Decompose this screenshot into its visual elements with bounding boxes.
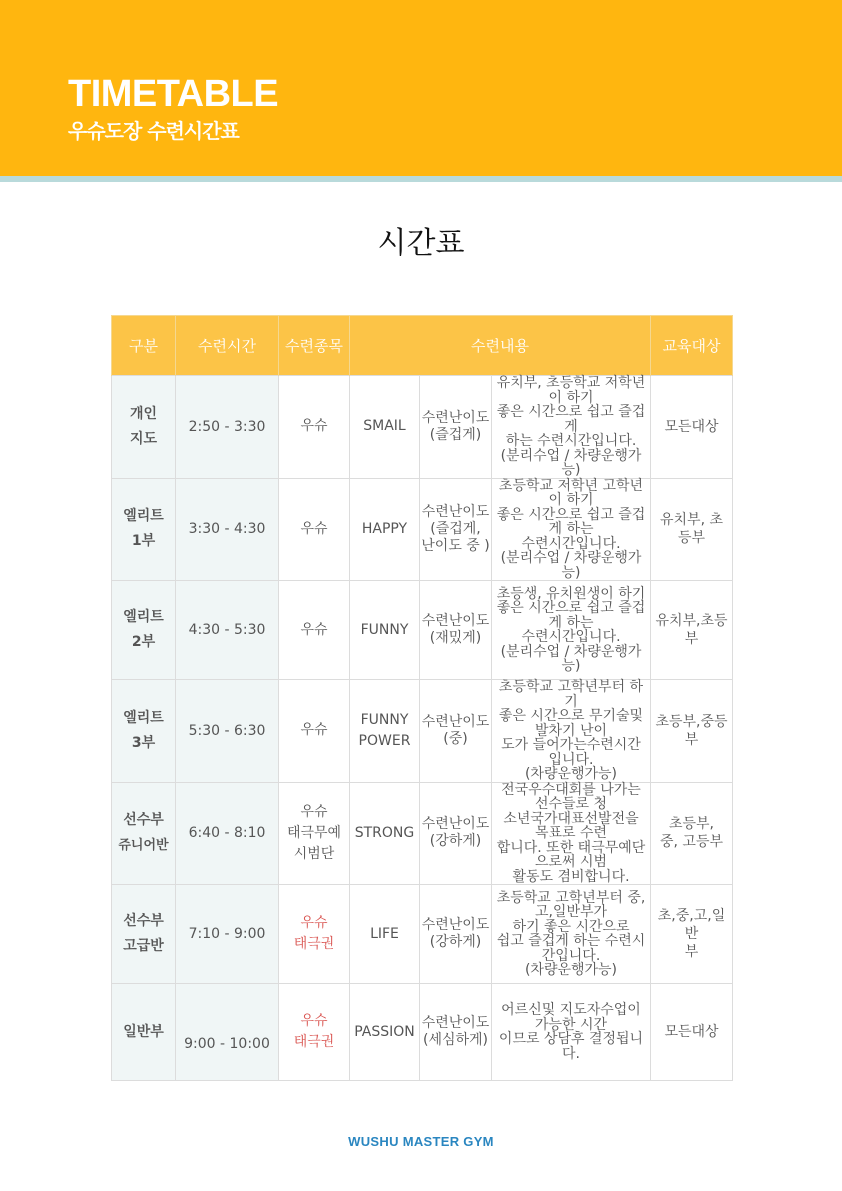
- level-cell-line: (세심하게): [422, 1032, 489, 1048]
- level-cell: [420, 680, 492, 783]
- description-cell: [492, 680, 651, 783]
- time-cell: 4:30 - 5:30: [176, 581, 279, 680]
- description-cell-line: 초등학교 고학년부터 하기: [498, 679, 644, 710]
- type-cell-line: 시범단: [293, 845, 335, 862]
- level-cell-line: (재밌게): [429, 630, 482, 646]
- type-cell: [279, 376, 350, 479]
- category-cell-line: 선수부: [123, 812, 164, 829]
- description-cell-line: 어르신및 지도자수업이 가능한 시간: [501, 1002, 641, 1033]
- theme-cell-line: STRONG: [354, 824, 415, 841]
- theme-cell-line: POWER: [358, 732, 411, 749]
- timetable: [111, 315, 733, 1081]
- theme-cell-line: FUNNY: [360, 621, 409, 638]
- target-cell-line: 부: [684, 944, 699, 960]
- level-cell-line: (즐겁게): [429, 426, 482, 443]
- column-header: 수련내용: [350, 316, 651, 376]
- description-cell-line: (분리수업 / 차량운행가능): [500, 550, 642, 581]
- level-cell-line: 수련난이도: [421, 917, 490, 933]
- brand-title: TIMETABLE: [68, 73, 279, 115]
- time-cell: 2:50 - 3:30: [176, 376, 279, 479]
- level-cell: [420, 984, 492, 1081]
- category-cell-line: 개인: [129, 405, 158, 422]
- table-header-row: [112, 316, 733, 376]
- column-header: 수련시간: [176, 316, 279, 376]
- description-cell-line: 초등생, 유치원생이 하기: [496, 585, 646, 602]
- level-cell: [420, 885, 492, 984]
- theme-cell: [350, 478, 420, 581]
- level-cell-line: 수련난이도: [421, 713, 490, 730]
- level-cell: [420, 478, 492, 581]
- description-cell-line: (분리수업 / 차량운행가능): [500, 447, 642, 478]
- time-cell: 3:30 - 4:30: [176, 478, 279, 581]
- description-cell: [492, 376, 651, 479]
- category-cell-line: 엘리트: [123, 508, 164, 525]
- level-cell-line: 수련난이도: [421, 613, 490, 629]
- description-cell-line: 하기 좋은 시간으로: [512, 918, 630, 935]
- description-cell-line: 소년국가대표선발전을 목표로 수련: [503, 810, 639, 841]
- theme-cell-line: LIFE: [370, 925, 399, 942]
- level-cell: [420, 376, 492, 479]
- level-cell-line: 난이도 중 ): [421, 537, 490, 554]
- theme-cell: [350, 581, 420, 680]
- time-cell: 9:00 - 10:00: [176, 984, 279, 1081]
- type-cell: [279, 782, 350, 885]
- description-cell-line: 좋은 시간으로 쉽고 즐겁게: [496, 404, 646, 435]
- description-cell: [492, 984, 651, 1081]
- target-cell: [651, 376, 733, 479]
- description-cell-line: 도가 들어가는수련시간입니다.: [501, 737, 641, 768]
- table-row: [112, 782, 733, 885]
- theme-cell-line: SMAIL: [363, 418, 406, 435]
- target-cell-line: 모든대상: [664, 418, 719, 435]
- header-stripe: [0, 176, 842, 182]
- target-cell: [651, 581, 733, 680]
- table-row: [112, 478, 733, 581]
- category-cell-line: 엘리트: [123, 709, 164, 726]
- target-cell: [651, 885, 733, 984]
- description-cell: [492, 782, 651, 885]
- category-cell: [112, 376, 176, 479]
- description-cell-line: 좋은 시간으로 무기술및 발차기 난이: [498, 708, 644, 739]
- type-cell-line: 태극권: [293, 1034, 335, 1050]
- type-cell: [279, 885, 350, 984]
- table-row: [112, 376, 733, 479]
- type-cell-line: 태극권: [293, 936, 335, 952]
- level-cell-line: (강하게): [429, 934, 482, 950]
- level-cell-line: (즐겁게,: [430, 520, 481, 537]
- level-cell: [420, 782, 492, 885]
- target-cell-line: 중, 고등부: [660, 834, 723, 851]
- theme-cell: [350, 680, 420, 783]
- level-cell-line: (중): [443, 730, 468, 747]
- target-cell-line: 초등부,: [668, 816, 715, 833]
- category-cell: [112, 885, 176, 984]
- description-cell-line: 수련시간입니다.: [521, 535, 621, 552]
- target-cell-line: 유치부, 초등부: [660, 512, 723, 547]
- column-header: 교육대상: [651, 316, 733, 376]
- description-cell-line: 수련시간입니다.: [521, 629, 621, 645]
- description-cell-line: 유치부, 초등학교 저학년이 하기: [496, 375, 646, 406]
- category-cell-line: 2부: [131, 634, 156, 650]
- description-cell-line: 하는 수련시간입니다.: [505, 433, 637, 449]
- theme-cell-line: PASSION: [354, 1023, 415, 1040]
- description-cell-line: (차량운행가능): [524, 766, 618, 782]
- type-cell-line: 태극무예: [286, 824, 342, 841]
- brand-subtitle: 우슈도장 수련시간표: [68, 119, 239, 143]
- theme-cell: [350, 376, 420, 479]
- description-cell-line: 전국우수대회를 나가는 선수들로 청: [501, 781, 641, 812]
- type-cell: [279, 680, 350, 783]
- description-cell-line: 초등학교 고학년부터 중,고,일반부가: [496, 889, 646, 920]
- category-cell: [112, 680, 176, 783]
- description-cell-line: 활동도 겸비합니다.: [512, 868, 630, 885]
- description-cell: [492, 885, 651, 984]
- table-row: [112, 680, 733, 783]
- category-cell: [112, 581, 176, 680]
- theme-cell: [350, 984, 420, 1081]
- type-cell: [279, 581, 350, 680]
- type-cell-line: 우슈: [300, 621, 328, 638]
- footer-brand: WUSHU MASTER GYM: [348, 1134, 494, 1149]
- type-cell-line: 우슈: [300, 803, 328, 820]
- column-header: 수련종목: [279, 316, 350, 376]
- level-cell: [420, 581, 492, 680]
- type-cell-line: 우슈: [300, 520, 328, 537]
- description-cell-line: 쉽고 즐겁게 하는 수련시간입니다.: [496, 933, 646, 964]
- table-row: [112, 581, 733, 680]
- column-header: 구분: [112, 316, 176, 376]
- description-cell-line: 좋은 시간으로 쉽고 즐겁게 하는: [496, 506, 646, 537]
- category-cell: [112, 782, 176, 885]
- target-cell-line: 초등부,중등부: [655, 713, 728, 748]
- description-cell: [492, 581, 651, 680]
- type-cell-line: 우슈: [300, 1013, 328, 1029]
- category-cell-line: 선수부: [123, 913, 164, 929]
- type-cell-line: 우슈: [300, 418, 328, 435]
- level-cell-line: 수련난이도: [421, 409, 490, 426]
- time-cell: 5:30 - 6:30: [176, 680, 279, 783]
- target-cell-line: 초,중,고,일반: [657, 908, 726, 942]
- level-cell-line: 수련난이도: [421, 1015, 490, 1031]
- target-cell-line: 유치부,초등부: [655, 613, 728, 647]
- table-row: [112, 885, 733, 984]
- description-cell-line: 초등학교 저학년 고학년이 하기: [498, 477, 644, 508]
- category-cell: [112, 478, 176, 581]
- type-cell: [279, 984, 350, 1081]
- target-cell: [651, 782, 733, 885]
- type-cell-line: 우슈: [300, 915, 328, 931]
- type-cell: [279, 478, 350, 581]
- type-cell-line: 우슈: [300, 722, 328, 739]
- category-cell-line: 일반부: [123, 1023, 164, 1040]
- target-cell-line: 모든대상: [664, 1024, 719, 1040]
- theme-cell: [350, 782, 420, 885]
- category-cell-line: 고급반: [123, 938, 164, 954]
- time-cell: 7:10 - 9:00: [176, 885, 279, 984]
- category-cell-line: 3부: [131, 734, 156, 751]
- theme-cell-line: HAPPY: [361, 520, 408, 537]
- time-cell: 6:40 - 8:10: [176, 782, 279, 885]
- category-cell-line: 1부: [131, 533, 156, 550]
- category-cell-line: 지도: [129, 430, 158, 447]
- target-cell: [651, 478, 733, 581]
- description-cell-line: 합니다. 또한 태극무예단으로써 시범: [496, 839, 646, 870]
- description-cell: [492, 478, 651, 581]
- description-cell-line: (분리수업 / 차량운행가능): [500, 643, 642, 674]
- description-cell-line: 이므로 상담후 결정됩니다.: [498, 1031, 644, 1062]
- category-cell-line: 쥬니어반: [118, 838, 169, 854]
- category-cell-line: 엘리트: [123, 609, 164, 625]
- description-cell-line: (차량운행가능): [524, 962, 618, 978]
- theme-cell-line: FUNNY: [360, 711, 409, 728]
- description-cell-line: 좋은 시간으로 쉽고 즐겁게 하는: [496, 600, 646, 631]
- category-cell: [112, 984, 176, 1081]
- table-row: [112, 984, 733, 1081]
- theme-cell: [350, 885, 420, 984]
- target-cell: [651, 984, 733, 1081]
- level-cell-line: (강하게): [429, 833, 482, 850]
- level-cell-line: 수련난이도: [421, 503, 490, 520]
- page-title: 시간표: [377, 226, 465, 261]
- level-cell-line: 수련난이도: [421, 816, 490, 833]
- target-cell: [651, 680, 733, 783]
